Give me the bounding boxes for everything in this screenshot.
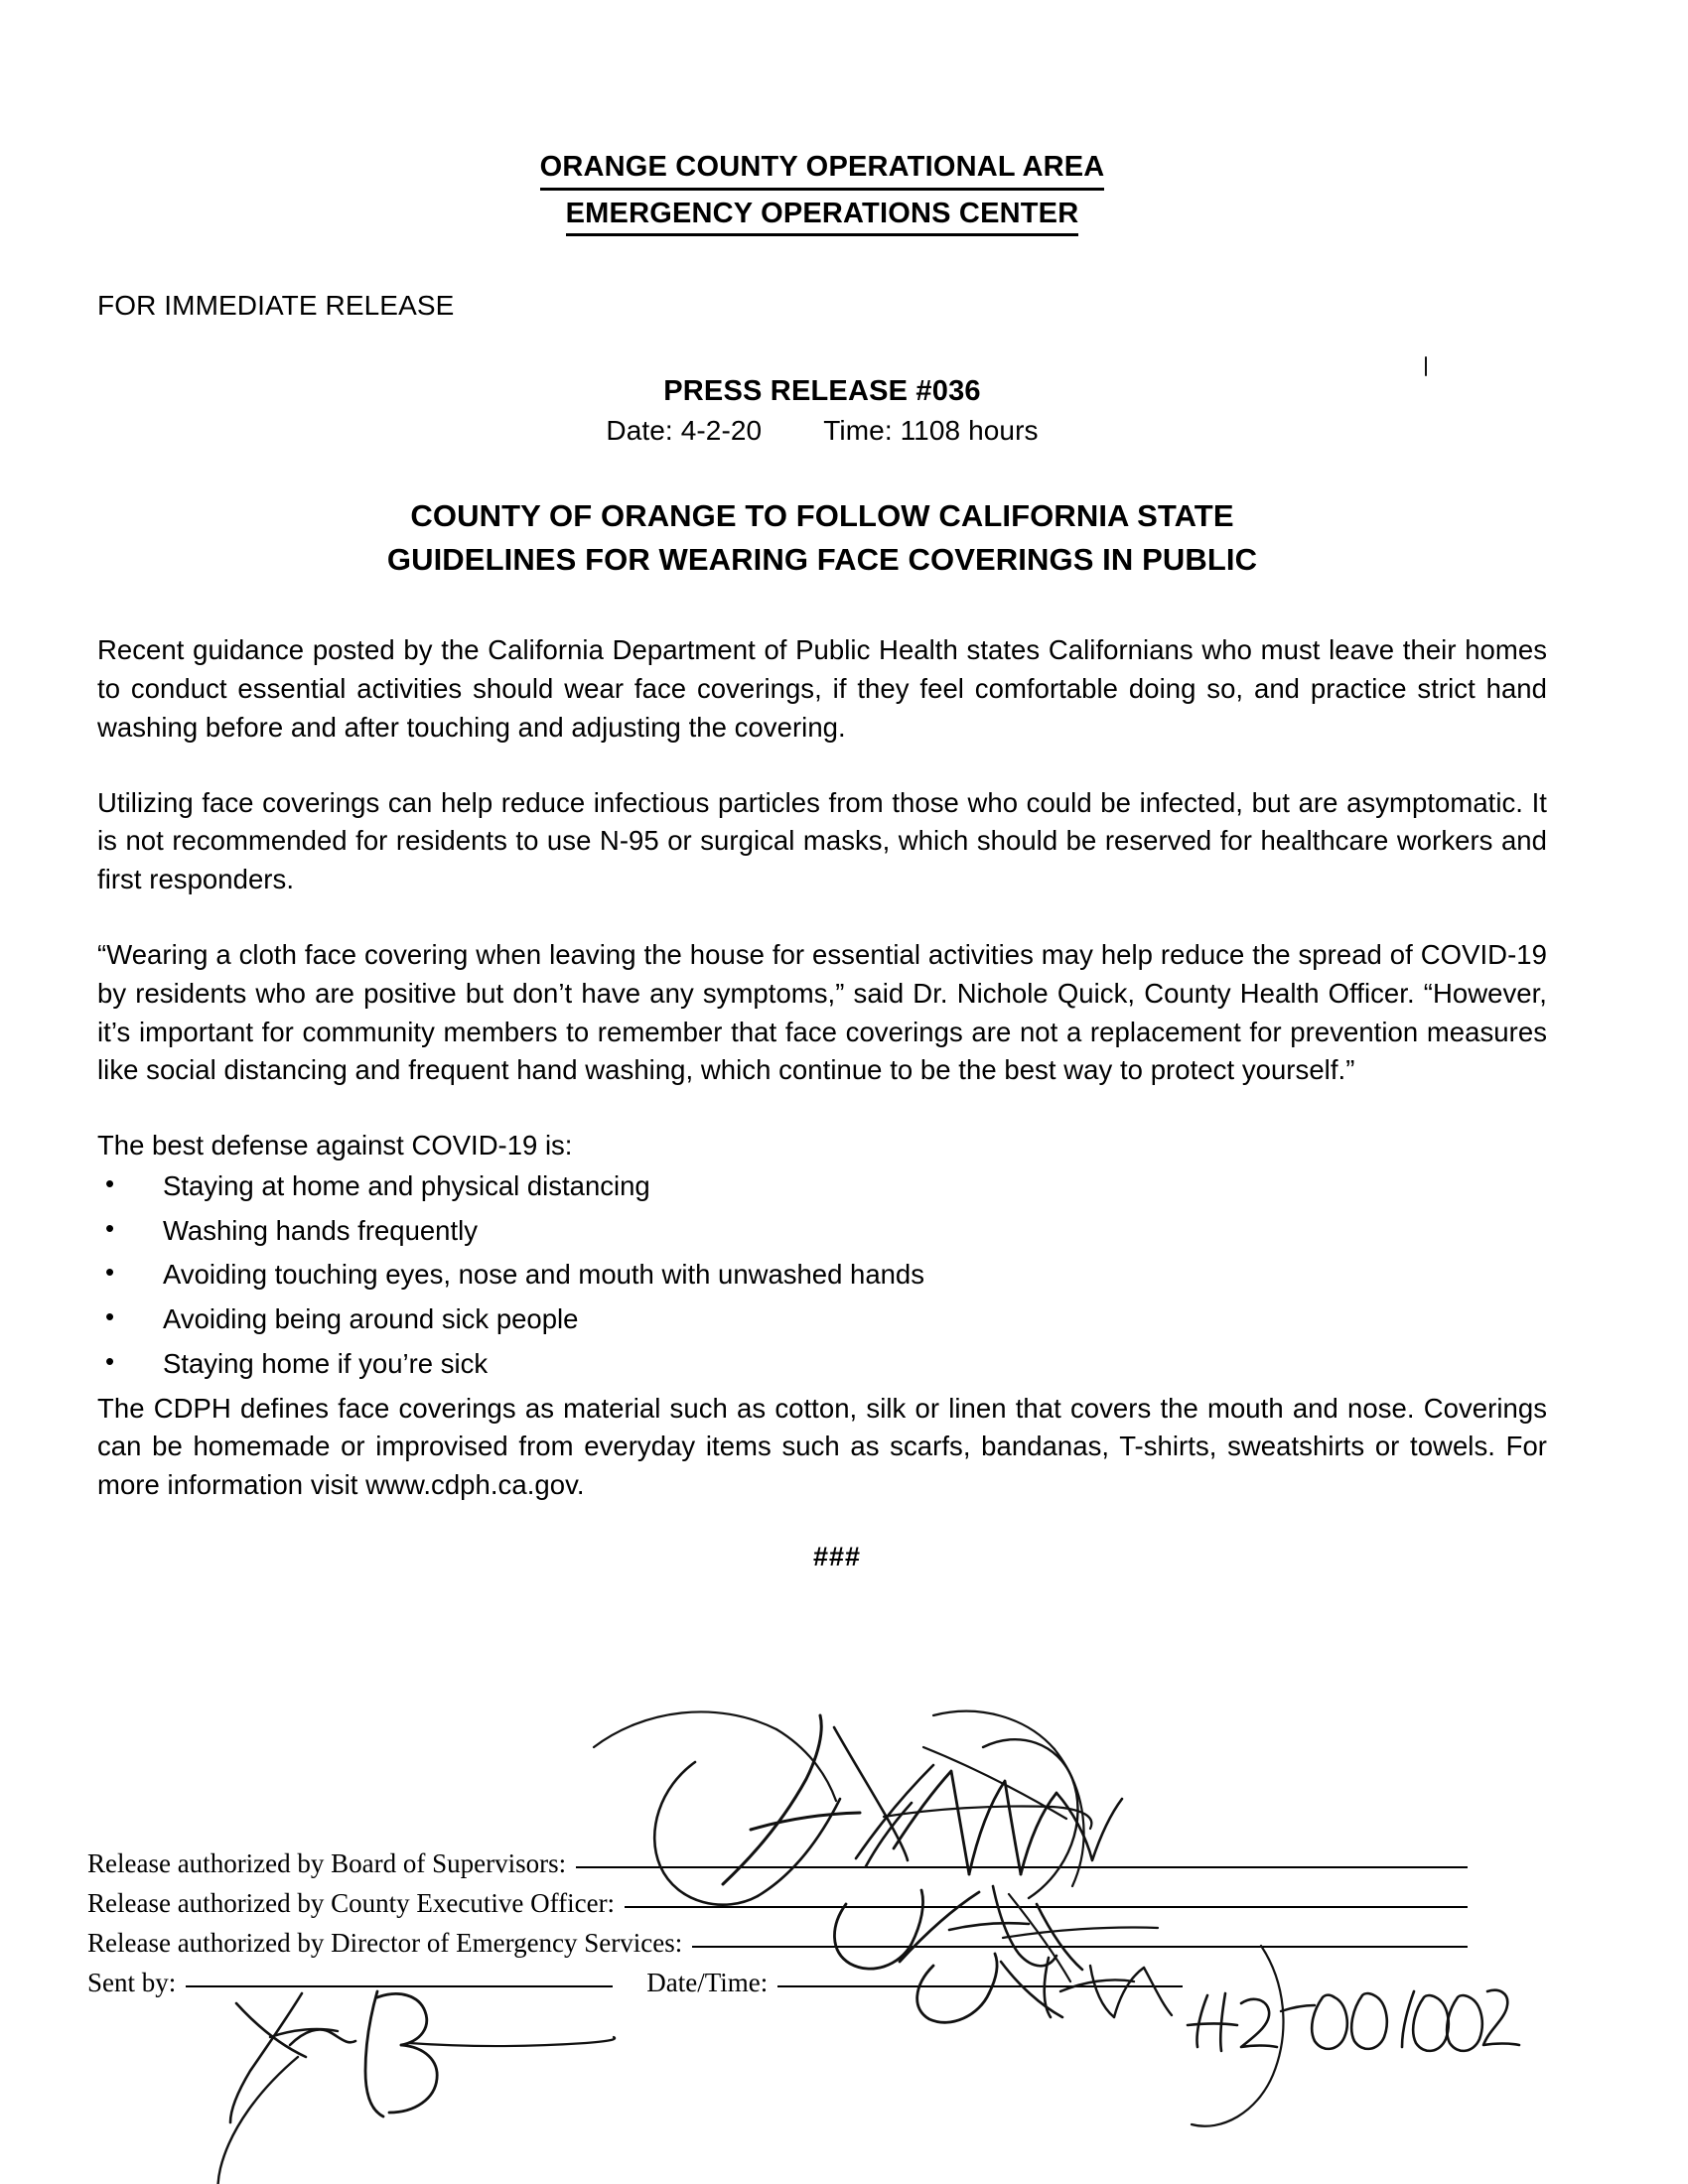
best-defense-section (97, 1127, 1547, 1384)
signature-stroke (834, 1727, 908, 1860)
signature-row-county-executive-officer (87, 1888, 1468, 1928)
list-item (97, 1345, 1547, 1384)
bullet-icon: • (105, 1301, 115, 1332)
authorization-signature-block (87, 1848, 1468, 2007)
org-header-line-2: EMERGENCY OPERATIONS CENTER (566, 196, 1079, 237)
document-content (97, 0, 1547, 1572)
list-item-label: Washing hands frequently (163, 1214, 478, 1246)
date-time-field[interactable] (777, 1984, 1183, 1987)
list-item-label: Staying at home and physical distancing (163, 1169, 650, 1201)
list-item-label: Avoiding touching eyes, nose and mouth with unwashed hands (163, 1259, 924, 1291)
for-immediate-release-label: FOR IMMEDIATE RELEASE (97, 290, 455, 322)
signature-row-sent-by (87, 1968, 1468, 2007)
list-item (97, 1300, 1547, 1339)
organization-header (97, 0, 1547, 236)
paragraph-cdph-definition: The CDPH defines face coverings as material such as cotton, silk or linen that covers the mouth and nose. Coverings can be homemade or improvised from everyday items such as scarfs, bandanas, T-shirts, sweatshirts or towels. For more information visit www.cdph.ca.gov. (97, 1392, 1547, 1501)
list-item (97, 1167, 1547, 1206)
signature-stroke (389, 2045, 437, 2113)
list-item (97, 1256, 1547, 1295)
signature-stroke (884, 1806, 1091, 1829)
signature-stroke (230, 1993, 302, 2122)
signature-field-board-of-supervisors[interactable] (576, 1865, 1468, 1868)
bullet-icon: • (105, 1167, 115, 1198)
signature-stroke (270, 2029, 338, 2037)
end-of-release-marker: ### (812, 1541, 862, 1571)
list-item-label: Staying home if you’re sick (163, 1347, 489, 1379)
paragraph-guidance: Recent guidance posted by the California Department of Public Health states Californians who must leave their homes to conduct essential activities should wear face coverings, if they feel comfortable doing so, and practice strict hand washing before and after touching and adjusting the covering. (97, 634, 1547, 743)
headline-line-1: COUNTY OF ORANGE TO FOLLOW CALIFORNIA STATE (410, 498, 1234, 534)
signature-stroke (409, 2037, 615, 2046)
signature-stroke (217, 2057, 298, 2184)
release-time: Time: 1108 hours (823, 415, 1039, 447)
signature-label: Release authorized by Board of Supervisors: (87, 1848, 567, 1878)
handwritten-date-stroke (1188, 2024, 1237, 2026)
signature-stroke (594, 1711, 776, 1747)
signature-stroke (856, 1765, 933, 1858)
paragraph-quote: “Wearing a cloth face covering when leaving the house for essential activities may help reduce the spread of COVID-19 by residents who are positive but don’t have any symptoms,” said Dr. Nichole Quick, County Health Officer. “However, it’s important for community members to remember that face coverings are not a replacement for prevention measures like social distancing and frequent hand washing, which continue to be the best way to protect yourself.” (97, 939, 1547, 1086)
headline-line-2: GUIDELINES FOR WEARING FACE COVERINGS IN PUBLIC (386, 542, 1258, 578)
body-copy (97, 631, 1547, 1572)
signature-label: Release authorized by County Executive Officer: (87, 1888, 616, 1918)
sent-by-field[interactable] (186, 1984, 613, 1987)
sent-by-label: Sent by: (87, 1968, 177, 1997)
signature-field-county-executive-officer[interactable] (625, 1905, 1468, 1908)
signature-field-director-emergency-services[interactable] (692, 1945, 1468, 1948)
signature-row-director-emergency-services (87, 1928, 1468, 1968)
org-header-line-1-wrap (97, 149, 1547, 191)
signature-stroke (236, 2003, 306, 2057)
signature-label: Release authorized by Director of Emergency Services: (87, 1928, 683, 1958)
org-header-line-2-wrap (97, 196, 1547, 237)
list-item (97, 1212, 1547, 1251)
press-release-number: PRESS RELEASE #036 (663, 375, 981, 408)
signature-stroke (776, 1729, 836, 1801)
page-title (97, 494, 1547, 582)
signature-stroke (923, 1747, 1066, 1819)
best-defense-lead-in: The best defense against COVID-19 is: (97, 1130, 573, 1161)
signature-stroke (290, 2029, 355, 2045)
signature-row-board-of-supervisors (87, 1848, 1468, 1888)
handwritten-date-stroke (1483, 1990, 1519, 2045)
bullet-icon: • (105, 1345, 115, 1376)
bullet-icon: • (105, 1257, 115, 1288)
signature-stroke (933, 1711, 1055, 1749)
list-item-label: Avoiding being around sick people (163, 1303, 579, 1335)
press-release-datetime (97, 415, 1547, 447)
signature-stroke (751, 1813, 860, 1830)
best-defense-list (97, 1167, 1547, 1384)
bullet-icon: • (105, 1212, 115, 1243)
org-header-line-1: ORANGE COUNTY OPERATIONAL AREA (540, 149, 1105, 191)
release-date: Date: 4-2-20 (606, 415, 763, 447)
paragraph-masks: Utilizing face coverings can help reduce infectious particles from those who could be infected, but are asymptomatic. It is not recommended for residents to use N-95 or surgical masks, which should be reserved for healthcare workers and first responders. (97, 786, 1547, 895)
signature-stroke (365, 1991, 383, 2116)
date-time-label: Date/Time: (646, 1968, 769, 1997)
